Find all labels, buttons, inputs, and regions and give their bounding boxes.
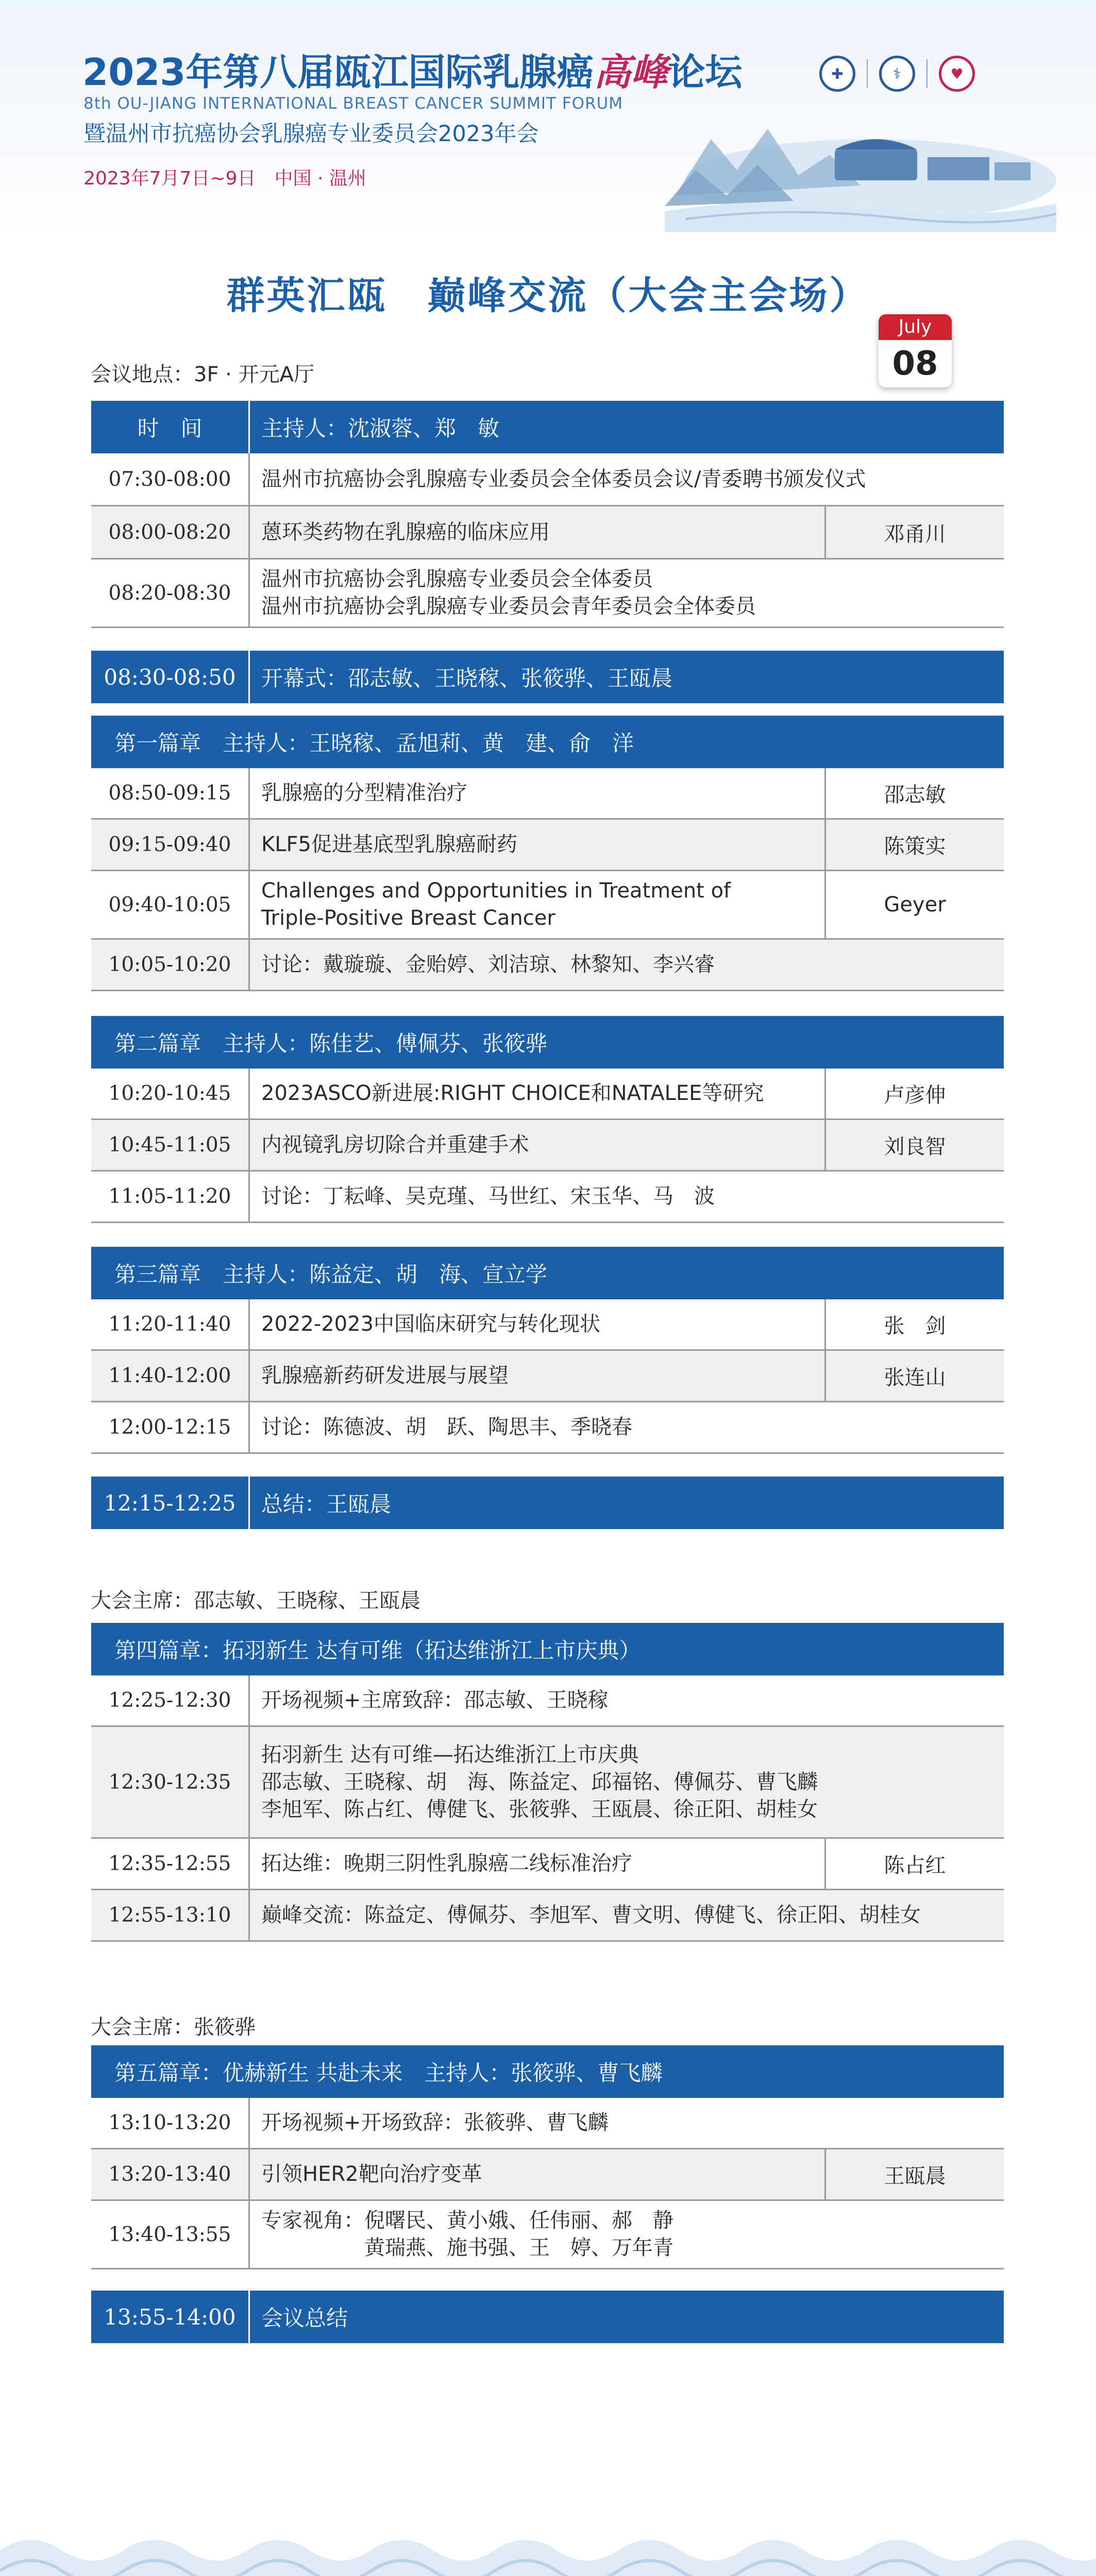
row-time: 11:05-11:20	[108, 1185, 231, 1208]
chapter-header	[91, 716, 1004, 768]
chapter-header	[91, 2045, 1004, 2098]
row-time: 12:30-12:35	[108, 1770, 231, 1794]
schedule-row	[91, 1890, 1004, 1942]
chapter-header	[91, 1247, 1004, 1299]
main-title: 群英汇瓯 巅峰交流（大会主会场）	[226, 274, 870, 318]
header-banner	[0, 0, 1096, 232]
row-topic: 乳腺癌的分型精准治疗	[248, 768, 826, 818]
row-topic: 拓羽新生 达有可维—拓达维浙江上市庆典 邵志敏、王晓稼、胡 海、陈益定、邱福铭、傅佩芬、曹飞麟 李旭军、陈占红、傅健飞、张筱骅、王瓯晨、徐正阳、胡桂女	[248, 1727, 1004, 1837]
chapter-block	[91, 1247, 1004, 1454]
forum-subtitle: 暨温州市抗癌协会乳腺癌专业委员会2023年会	[83, 121, 539, 147]
forum-title-english: 8th OU-JIANG INTERNATIONAL BREAST CANCER SUMMIT FORUM	[83, 94, 623, 113]
schedule-row	[91, 2098, 1004, 2149]
row-time: 11:20-11:40	[108, 1313, 231, 1336]
schedule-row	[91, 1172, 1004, 1223]
calendar-day: 08	[892, 345, 938, 383]
row-time: 11:40-12:00	[108, 1364, 231, 1387]
chapter-block	[91, 1016, 1004, 1223]
session-header-host: 主持人：沈淑蓉、郑 敏	[248, 401, 499, 453]
session-header	[91, 1477, 1004, 1529]
row-speaker: 卢彦伸	[824, 1069, 1004, 1118]
row-speaker: Geyer	[824, 871, 1004, 938]
row-topic: 温州市抗癌协会乳腺癌专业委员会全体委员 温州市抗癌协会乳腺癌专业委员会青年委员会全体委员	[248, 560, 1004, 626]
chapter-title: 第一篇章 主持人：王晓稼、孟旭莉、黄 建、俞 洋	[114, 731, 634, 756]
row-speaker: 邵志敏	[824, 768, 1004, 818]
row-topic: 蒽环类药物在乳腺癌的临床应用	[248, 506, 826, 558]
schedule-row	[91, 2201, 1004, 2269]
row-time: 08:50-09:15	[108, 782, 231, 805]
logo-divider	[926, 59, 928, 88]
row-topic: 开场视频+开场致辞：张筱骅、曹飞麟	[248, 2098, 1004, 2148]
row-speaker: 王瓯晨	[824, 2149, 1004, 2199]
row-topic: KLF5促进基底型乳腺癌耐药	[248, 820, 826, 870]
row-time: 12:25-12:30	[108, 1689, 231, 1712]
university-logo-icon: ⚕	[879, 56, 915, 92]
row-topic: 引领HER2靶向治疗变革	[248, 2149, 826, 2199]
chapter-title: 第三篇章 主持人：陈益定、胡 海、宣立学	[114, 1262, 548, 1287]
session-header-time: 08:30-08:50	[104, 664, 236, 690]
schedule-row	[91, 940, 1004, 991]
row-speaker: 刘良智	[824, 1120, 1004, 1170]
row-time: 09:40-10:05	[108, 893, 231, 917]
forum-title: 2023年第八届瓯江国际乳腺癌高峰论坛	[82, 50, 743, 94]
opening-block	[91, 651, 1004, 703]
row-topic: Challenges and Opportunities in Treatment of Triple-Positive Breast Cancer	[248, 871, 826, 938]
session-header-time: 时 间	[137, 416, 203, 441]
dbcsf-logo-icon: ♥	[939, 56, 975, 92]
chapter-block	[91, 1623, 1004, 1942]
logo-divider	[867, 59, 868, 88]
row-time: 12:00-12:15	[108, 1416, 231, 1439]
row-speaker: 陈占红	[824, 1839, 1004, 1889]
row-topic: 巅峰交流：陈益定、傅佩芬、李旭军、曹文明、傅健飞、徐正阳、胡桂女	[248, 1890, 1004, 1940]
schedule-row	[91, 506, 1004, 560]
row-time: 08:20-08:30	[108, 581, 231, 605]
schedule-row	[91, 560, 1004, 628]
schedule-row	[91, 1069, 1004, 1120]
row-time: 08:00-08:20	[108, 520, 231, 544]
calendar-badge	[879, 314, 952, 387]
session-header	[91, 401, 1004, 453]
row-topic: 内视镜乳房切除合并重建手术	[248, 1120, 826, 1170]
session-header	[91, 651, 1004, 703]
row-topic: 拓达维：晚期三阴性乳腺癌二线标准治疗	[248, 1839, 826, 1889]
session-header-time: 12:15-12:25	[104, 1490, 236, 1516]
chapter-title: 第四篇章：拓羽新生 达有可维（拓达维浙江上市庆典）	[114, 1638, 641, 1663]
closing-block	[91, 2291, 1004, 2343]
chapter-block	[91, 2045, 1004, 2269]
schedule-row	[91, 1120, 1004, 1172]
schedule-row	[91, 1727, 1004, 1839]
row-time: 10:45-11:05	[108, 1133, 231, 1157]
schedule-row	[91, 453, 1004, 506]
row-time: 09:15-09:40	[108, 833, 231, 856]
session-header-content: 总结：王瓯晨	[248, 1477, 391, 1529]
row-time: 12:55-13:10	[108, 1904, 231, 1927]
schedule-row	[91, 1839, 1004, 1890]
schedule-row	[91, 768, 1004, 820]
row-time: 12:35-12:55	[108, 1852, 231, 1875]
session-header-content: 开幕式：邵志敏、王晓稼、张筱骅、王瓯晨	[248, 651, 672, 703]
row-time: 10:05-10:20	[108, 953, 231, 976]
medical-logo-icon: ✚	[819, 56, 855, 92]
wave-decoration	[0, 2519, 1096, 2576]
summary-block	[91, 1477, 1004, 1529]
congress-chair: 大会主席：张筱骅	[91, 2015, 256, 2039]
row-time: 13:40-13:55	[108, 2223, 231, 2246]
session-header-content: 会议总结	[248, 2291, 348, 2343]
logo-group	[819, 56, 975, 92]
row-topic: 乳腺癌新药研发进展与展望	[248, 1351, 826, 1401]
chapter-title: 第二篇章 主持人：陈佳艺、傅佩芬、张筱骅	[114, 1031, 548, 1056]
row-time: 13:20-13:40	[108, 2163, 231, 2186]
chapter-header	[91, 1623, 1004, 1675]
row-topic: 讨论：陈德波、胡 跃、陶思丰、季晓春	[248, 1402, 1004, 1452]
row-time: 13:10-13:20	[108, 2111, 231, 2134]
row-topic: 讨论：丁耘峰、吴克瑾、马世红、宋玉华、马 波	[248, 1172, 1004, 1222]
schedule-row	[91, 1351, 1004, 1402]
row-time: 07:30-08:00	[108, 467, 231, 491]
schedule-row	[91, 1402, 1004, 1454]
row-speaker: 张连山	[824, 1351, 1004, 1401]
forum-date: 2023年7月7日~9日 中国 · 温州	[83, 168, 366, 189]
row-speaker: 邓甬川	[824, 506, 1004, 558]
session-block	[91, 401, 1004, 628]
chapter-block	[91, 716, 1004, 991]
calendar-month: July	[879, 314, 952, 340]
schedule-row	[91, 1299, 1004, 1351]
schedule-row	[91, 2149, 1004, 2201]
chapter-header	[91, 1016, 1004, 1069]
row-topic: 专家视角：倪曙民、黄小娥、任伟丽、郝 静 黄瑞燕、施书强、王 婷、万年青	[248, 2201, 1004, 2268]
forum-title-calligraphy: 高峰	[594, 50, 668, 94]
row-topic: 2023ASCO新进展:RIGHT CHOICE和NATALEE等研究	[248, 1069, 826, 1118]
session-header-time: 13:55-14:00	[104, 2304, 236, 2330]
session-header	[91, 2291, 1004, 2343]
schedule-row	[91, 871, 1004, 940]
row-topic: 温州市抗癌协会乳腺癌专业委员会全体委员会议/青委聘书颁发仪式	[248, 453, 1004, 505]
row-topic: 开场视频+主席致辞：邵志敏、王晓稼	[248, 1675, 1004, 1725]
venue-label: 会议地点：3F · 开元A厅	[91, 363, 314, 386]
congress-chair: 大会主席：邵志敏、王晓稼、王瓯晨	[91, 1589, 420, 1613]
row-topic: 讨论：戴璇璇、金贻婷、刘洁琼、林黎知、李兴睿	[248, 940, 1004, 990]
row-speaker: 张 剑	[824, 1299, 1004, 1349]
row-speaker: 陈策实	[824, 820, 1004, 870]
schedule-row	[91, 820, 1004, 871]
row-topic: 2022-2023中国临床研究与转化现状	[248, 1299, 826, 1349]
chapter-title: 第五篇章：优赫新生 共赴未来 主持人：张筱骅、曹飞麟	[114, 2060, 663, 2086]
schedule-row	[91, 1675, 1004, 1727]
row-time: 10:20-10:45	[108, 1082, 231, 1105]
landscape-illustration	[665, 108, 1056, 232]
